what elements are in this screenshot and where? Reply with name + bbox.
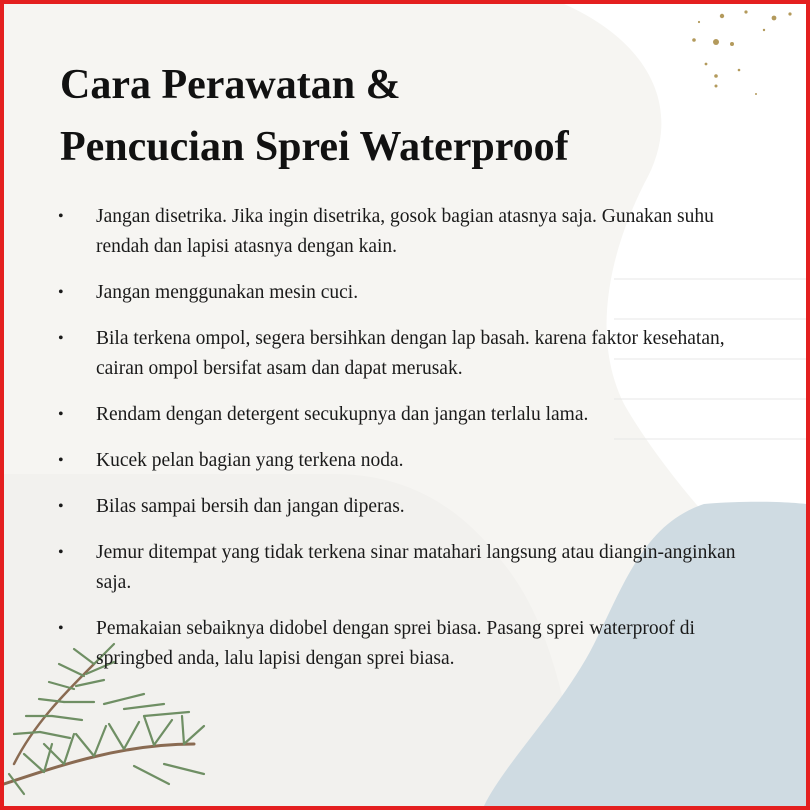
bullet-icon: • — [58, 284, 64, 301]
bullet-icon: • — [58, 208, 64, 225]
list-item — [54, 400, 744, 430]
list-item-text: Jangan menggunakan mesin cuci. — [96, 282, 359, 303]
bullet-icon: • — [58, 620, 64, 637]
list-item — [54, 538, 744, 598]
list-item — [54, 202, 744, 262]
bullet-icon: • — [58, 452, 64, 469]
list-item — [54, 492, 744, 522]
list-item-text: Bila terkena ompol, segera bersihkan dengan lap basah. karena faktor kesehatan, cairan ompol bersifat asam dan dapat merusak. — [96, 328, 725, 379]
list-item-text: Jemur ditempat yang tidak terkena sinar matahari langsung atau diangin-anginkan saja. — [96, 542, 736, 593]
list-item — [54, 446, 744, 476]
bullet-icon: • — [58, 330, 64, 347]
bullet-icon: • — [58, 498, 64, 515]
bullet-icon: • — [58, 406, 64, 423]
list-item-text: Rendam dengan detergent secukupnya dan jangan terlalu lama. — [96, 404, 589, 425]
title-line-2: Pencucian Sprei Waterproof — [60, 124, 569, 170]
list-item — [54, 278, 744, 308]
bullet-icon: • — [58, 544, 64, 561]
list-item-text: Jangan disetrika. Jika ingin disetrika, gosok bagian atasnya saja. Gunakan suhu rendah dan lapisi atasnya dengan kain. — [96, 206, 714, 257]
care-instructions-list — [54, 202, 744, 690]
list-item — [54, 324, 744, 384]
list-item-text: Pemakaian sebaiknya didobel dengan sprei biasa. Pasang sprei waterproof di springbed anda, lalu lapisi dengan sprei biasa. — [96, 618, 695, 669]
title-line-1: Cara Perawatan & — [60, 62, 401, 108]
list-item-text: Bilas sampai bersih dan jangan diperas. — [96, 496, 405, 517]
list-item-text: Kucek pelan bagian yang terkena noda. — [96, 450, 404, 471]
list-item — [54, 614, 744, 674]
page-title — [60, 54, 760, 178]
